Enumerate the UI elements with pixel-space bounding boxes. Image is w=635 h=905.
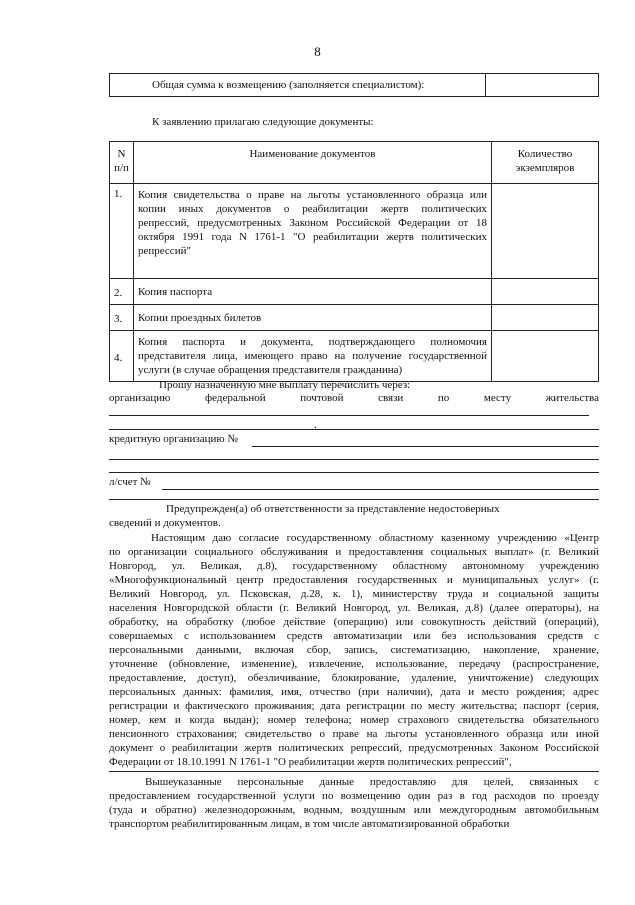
col-header-num — [110, 142, 134, 184]
row-number: 1. — [110, 184, 134, 279]
account-fill-line[interactable] — [162, 489, 599, 490]
paragraph-line: (туда и обратно) железнодорожным, водным, воздушным или междугородным автомобильным — [109, 804, 599, 816]
col-header-qty-line1: Количество — [517, 148, 573, 160]
total-sum-value[interactable] — [486, 74, 599, 97]
document-name-line: Копия паспорта и документа, подтверждающего полномочия — [138, 336, 487, 348]
document-name-line: представителя лица, имеющего право на получение государственной — [138, 350, 487, 362]
credit-org-fill-line-2[interactable] — [109, 459, 599, 460]
paragraph-line: предоставление, доступ), обезличивание, блокирование, удаление, уничтожение) следующих — [109, 672, 599, 684]
postal-word: месту — [483, 392, 512, 404]
account-label: л/счет № — [109, 476, 151, 488]
document-name-line: репрессий" — [138, 245, 191, 257]
paragraph-line: «Многофункциональный центр предоставления государственных и муниципальных услуг» (г. — [109, 574, 599, 586]
document-name-line: Копия паспорта — [138, 285, 213, 298]
postal-word: по — [437, 392, 450, 404]
document-name — [134, 305, 492, 331]
copies-count[interactable] — [492, 184, 599, 279]
paragraph-line: совершаемых с использованием средств автоматизации или без использования средств с — [109, 630, 599, 642]
document-name-line: Копии проездных билетов — [138, 311, 262, 324]
paragraph-line: пенсионного страхования; свидетельство о праве на льготы установленного образца или иной — [109, 728, 599, 740]
postal-word: жительства — [545, 392, 599, 404]
table-row — [110, 305, 599, 331]
paragraph-line: номер, кем и когда выдан); номер телефона; номер страхового свидетельства обязательного — [109, 714, 599, 726]
documents-table — [109, 141, 599, 382]
paragraph-line: документ о реабилитации жертв политических репрессий, предусмотренных Законом Российской — [109, 742, 599, 754]
paragraph-line: населения Новгородской области (г. Великий Новгород, ул. Великая, д.8) (далее операторы), на — [109, 602, 599, 614]
table-row — [110, 331, 599, 382]
postal-organization-line — [109, 392, 599, 404]
total-sum-table — [109, 73, 599, 97]
row-number: 2. — [110, 279, 134, 305]
document-name-line: копии иных документов о реабилитации жертв политических — [138, 203, 487, 215]
col-header-name: Наименование документов — [134, 142, 492, 184]
warning-line-2: сведений и документов. — [109, 517, 221, 529]
paragraph-line: Федерации от 18.10.1991 N 1761-1 "О реабилитации жертв политических репрессий", — [109, 756, 512, 768]
credit-org-fill-line-3[interactable] — [109, 472, 599, 473]
document-name-line: услуги (в случае обращения представителя гражданина) — [138, 364, 403, 376]
credit-org-label: кредитную организацию № — [109, 433, 238, 445]
paragraph-line: транспортом реабилитированным лицам, в том числе автоматизированной обработки — [109, 818, 510, 830]
document-name — [134, 331, 492, 382]
paragraph-line: персональными данными, включая сбор, запись, систематизацию, накопление, хранение, — [109, 644, 599, 656]
document-name-line: репрессий, предусмотренных Законом Российской Федерации от 18 — [138, 217, 487, 229]
col-header-qty-line2: экземпляров — [515, 162, 575, 174]
consent-separator-line — [109, 771, 599, 772]
document-name — [134, 184, 492, 279]
document-name — [134, 279, 492, 305]
col-header-qty — [492, 142, 599, 184]
postal-word: связи — [378, 392, 404, 404]
consent-paragraph — [109, 531, 599, 769]
paragraph-line: Новгород, ул. Великая, д.8), государственному областному автономному учреждению — [109, 560, 599, 572]
table-row — [110, 279, 599, 305]
total-sum-label: Общая сумма к возмещению (заполняется специалистом): — [110, 74, 486, 97]
table-row — [110, 184, 599, 279]
paragraph-line: по организации социального обслуживания и предоставления социальных выплат» (г. Великий — [109, 546, 599, 558]
paragraph-line: Настоящим даю согласие государственному областному казенному учреждению «Центр — [151, 532, 599, 544]
row-number: 4. — [110, 331, 134, 382]
copies-count[interactable] — [492, 331, 599, 382]
paragraph-line: предоставлением государственной услуги по возмещению один раз в год расходов по проезду — [109, 790, 599, 802]
copies-count[interactable] — [492, 279, 599, 305]
purpose-paragraph — [109, 775, 599, 831]
copies-count[interactable] — [492, 305, 599, 331]
attachments-intro: К заявлению прилагаю следующие документы: — [152, 116, 374, 128]
paragraph-line: Вышеуказанные персональные данные предоставляю для целей, связанных с — [145, 776, 599, 788]
account-fill-line-2[interactable] — [109, 499, 599, 500]
paragraph-line: Великий Новгород, ул. Псковская, д.28, к. 1), министерству труда и социальной защиты — [109, 588, 599, 600]
warning-line-1: Предупрежден(а) об ответственности за представление недостоверных — [166, 503, 500, 515]
payment-intro: Прошу назначенную мне выплату перечислить через: — [159, 379, 411, 391]
postal-word: организацию — [109, 392, 171, 404]
row-number: 3. — [110, 305, 134, 331]
paragraph-line: обработку, на обработку (любое действие (операцию) или совокупность действий (операций), — [109, 616, 599, 628]
page-number: 8 — [314, 44, 321, 59]
address-fill-line-1[interactable] — [109, 415, 589, 416]
document-name-line: октября 1991 года N 1761-1 "О реабилитации жертв политических — [138, 231, 487, 243]
paragraph-line: персональных данных: фамилия, имя, отчество (при наличии), дата и место рождения; адрес — [109, 686, 599, 698]
paragraph-line: уточнение (обновление, изменение), извлечение, использование, передачу (распространение, — [109, 658, 599, 670]
address-fill-line-2[interactable] — [109, 429, 599, 430]
postal-word: почтовой — [300, 392, 344, 404]
paragraph-line: регистрации и фактического проживания; дата регистрации по месту жительства; паспорт (серия, — [109, 700, 599, 712]
credit-org-fill-line[interactable] — [252, 446, 599, 447]
postal-word: федеральной — [204, 392, 266, 404]
col-header-num-line1: N — [117, 148, 126, 160]
stray-dot: . — [314, 419, 317, 431]
document-name-line: Копия свидетельства о праве на льготы установленного образца или — [138, 189, 487, 201]
col-header-num-line2: п/п — [114, 162, 129, 174]
